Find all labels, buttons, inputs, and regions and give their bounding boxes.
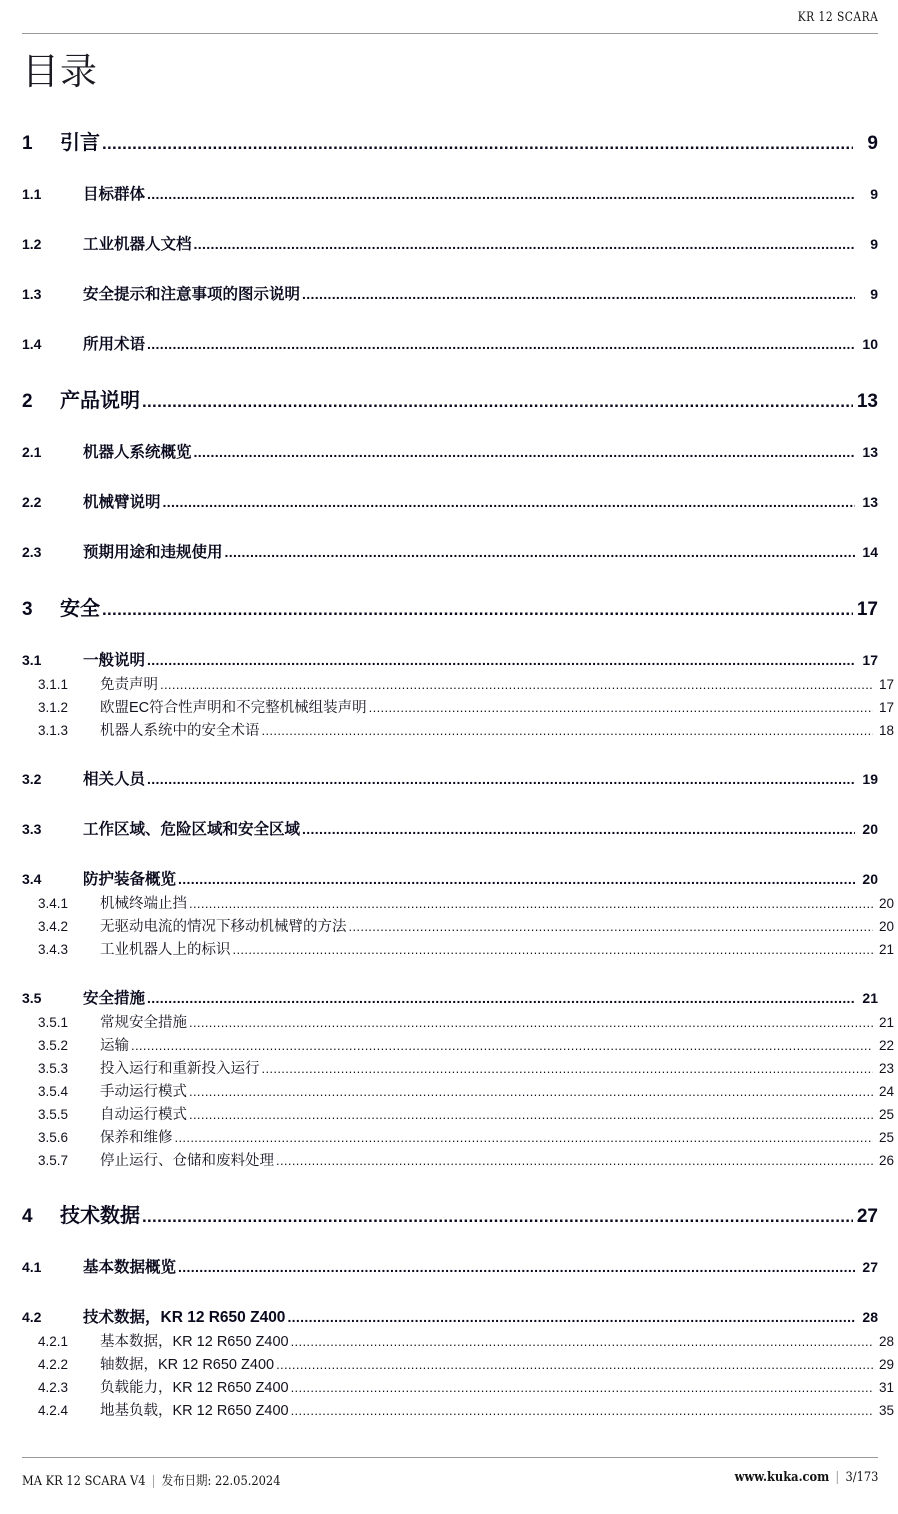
- toc-entry-page-number: 28: [878, 1334, 894, 1349]
- table-of-contents: [22, 132, 894, 1419]
- toc-dot-leader: [291, 1335, 873, 1350]
- toc-entry-label: 工作区域、危险区域和安全区域: [83, 821, 301, 838]
- toc-entry-number: 3.4.1: [38, 896, 69, 911]
- toc-entry-page-number: 35: [878, 1403, 894, 1418]
- toc-entry-level-3[interactable]: [22, 1153, 894, 1169]
- toc-entry-page-number: 13: [862, 444, 878, 460]
- footer-page-indicator: 3/173: [845, 1470, 878, 1485]
- toc-entry-level-3[interactable]: [22, 700, 894, 716]
- toc-entry-label: 机械臂说明: [83, 494, 161, 511]
- toc-entry-number: 1.3: [22, 286, 42, 302]
- toc-entry-label: 工业机器人上的标识: [100, 942, 231, 958]
- toc-entry-level-3[interactable]: [22, 1130, 894, 1146]
- toc-entry-level-2[interactable]: [22, 285, 878, 304]
- toc-entry-label: 欧盟EC符合性声明和不完整机械组装声明: [100, 700, 367, 716]
- toc-entry-label: 技术数据: [60, 1205, 140, 1227]
- footer-website[interactable]: www.kuka.com: [734, 1470, 829, 1485]
- toc-entry-page-number: 31: [878, 1380, 894, 1395]
- footer-separator-right: |: [835, 1470, 839, 1485]
- toc-entry-page-number: 13: [856, 391, 878, 412]
- toc-entry-label: 停止运行、仓储和废料处理: [100, 1153, 274, 1169]
- toc-entry-label: 预期用途和违规使用: [83, 544, 223, 561]
- toc-dot-leader: [147, 772, 855, 788]
- toc-entry-label: 手动运行模式: [100, 1084, 187, 1100]
- toc-entry-label: 自动运行模式: [100, 1107, 187, 1123]
- toc-dot-leader: [142, 393, 853, 413]
- toc-entry-number: 4.2: [22, 1309, 42, 1325]
- toc-entry-page-number: 14: [862, 544, 878, 560]
- toc-entry-level-3[interactable]: [22, 919, 894, 935]
- toc-entry-page-number: 27: [856, 1206, 878, 1227]
- toc-entry-number: 3.5.6: [38, 1130, 69, 1145]
- toc-entry-level-2[interactable]: [22, 493, 878, 512]
- toc-dot-leader: [349, 920, 874, 935]
- toc-entry-page-number: 10: [862, 336, 878, 352]
- toc-entry-page-number: 21: [878, 1015, 894, 1030]
- footer-release-date: 22.05.2024: [214, 1474, 281, 1489]
- toc-dot-leader: [189, 897, 873, 912]
- toc-entry-level-3[interactable]: [22, 1107, 894, 1123]
- toc-entry-page-number: 25: [878, 1130, 894, 1145]
- toc-dot-leader: [291, 1381, 873, 1396]
- toc-dot-leader: [189, 1016, 873, 1031]
- toc-entry-number: 1.2: [22, 236, 42, 252]
- toc-entry-label: 安全提示和注意事项的图示说明: [83, 286, 301, 303]
- toc-entry-level-1[interactable]: [22, 598, 878, 621]
- toc-entry-page-number: 20: [878, 896, 894, 911]
- toc-entry-page-number: 17: [878, 700, 894, 715]
- toc-entry-label: 机器人系统中的安全术语: [100, 723, 260, 739]
- footer-separator-left: |: [151, 1474, 156, 1489]
- toc-entry-number: 3.5.5: [38, 1107, 69, 1122]
- toc-dot-leader: [276, 1154, 873, 1169]
- toc-entry-page-number: 21: [878, 942, 894, 957]
- toc-entry-level-3[interactable]: [22, 723, 894, 739]
- toc-dot-leader: [147, 337, 855, 353]
- toc-entry-number: 3.4.3: [38, 942, 69, 957]
- toc-entry-level-3[interactable]: [22, 1061, 894, 1077]
- toc-entry-level-3[interactable]: [22, 1334, 894, 1350]
- toc-dot-leader: [194, 445, 855, 461]
- toc-entry-page-number: 26: [878, 1153, 894, 1168]
- page-footer: [22, 1470, 878, 1492]
- toc-entry-page-number: 19: [862, 771, 878, 787]
- toc-entry-number: 3.5.7: [38, 1153, 69, 1168]
- toc-entry-level-2[interactable]: [22, 651, 878, 670]
- toc-dot-leader: [189, 1085, 873, 1100]
- toc-dot-leader: [194, 237, 855, 253]
- toc-entry-number: 2.3: [22, 544, 42, 560]
- toc-entry-page-number: 22: [878, 1038, 894, 1053]
- toc-dot-leader: [225, 545, 855, 561]
- toc-dot-leader: [287, 1310, 855, 1326]
- toc-entry-label: 基本数据概览: [83, 1259, 177, 1276]
- toc-entry-level-3[interactable]: [22, 942, 894, 958]
- toc-entry-level-3[interactable]: [22, 1357, 894, 1373]
- toc-entry-number: 3.3: [22, 821, 42, 837]
- toc-entry-number: 2: [22, 391, 33, 412]
- toc-dot-leader: [131, 1039, 873, 1054]
- toc-entry-page-number: 9: [870, 286, 878, 302]
- toc-dot-leader: [233, 943, 874, 958]
- toc-entry-number: 4.1: [22, 1259, 42, 1275]
- toc-entry-number: 4.2.2: [38, 1357, 69, 1372]
- toc-entry-page-number: 21: [862, 990, 878, 1006]
- toc-entry-number: 3.5.1: [38, 1015, 69, 1030]
- toc-entry-number: 3.5.2: [38, 1038, 69, 1053]
- toc-entry-number: 3.5: [22, 990, 42, 1006]
- toc-entry-number: 3.1.1: [38, 677, 69, 692]
- toc-entry-number: 2.2: [22, 494, 42, 510]
- footer-release-label: 发布日期:: [161, 1474, 212, 1489]
- toc-entry-number: 3: [22, 599, 33, 620]
- toc-entry-number: 3.1.2: [38, 700, 69, 715]
- toc-entry-level-2[interactable]: [22, 1308, 878, 1327]
- footer-doc-id: MA KR 12 SCARA V4: [22, 1474, 146, 1489]
- page-title: 目录: [22, 52, 98, 93]
- toc-entry-page-number: 9: [870, 186, 878, 202]
- toc-entry-number: 4.2.3: [38, 1380, 69, 1395]
- toc-entry-label: 机器人系统概览: [83, 444, 192, 461]
- toc-entry-level-1[interactable]: [22, 132, 878, 155]
- toc-entry-label: 地基负载，KR 12 R650 Z400: [100, 1403, 289, 1419]
- footer-left-group: [22, 1470, 280, 1489]
- toc-entry-label: 防护装备概览: [83, 871, 177, 888]
- toc-entry-page-number: 18: [878, 723, 894, 738]
- toc-dot-leader: [147, 653, 855, 669]
- toc-entry-page-number: 29: [878, 1357, 894, 1372]
- toc-entry-number: 4: [22, 1206, 33, 1227]
- toc-entry-page-number: 28: [862, 1309, 878, 1325]
- toc-entry-label: 常规安全措施: [100, 1015, 187, 1031]
- toc-dot-leader: [147, 991, 855, 1007]
- toc-entry-level-3[interactable]: [22, 1015, 894, 1031]
- toc-entry-number: 2.1: [22, 444, 42, 460]
- toc-dot-leader: [142, 1208, 853, 1228]
- toc-entry-page-number: 17: [862, 652, 878, 668]
- toc-entry-label: 安全: [60, 598, 100, 620]
- toc-entry-number: 1: [22, 133, 33, 154]
- toc-dot-leader: [102, 135, 853, 155]
- toc-entry-number: 3.1: [22, 652, 42, 668]
- toc-dot-leader: [102, 601, 853, 621]
- toc-entry-level-1[interactable]: [22, 1205, 878, 1228]
- toc-entry-level-2[interactable]: [22, 543, 878, 562]
- toc-entry-level-2[interactable]: [22, 1258, 878, 1277]
- toc-entry-number: 4.2.4: [38, 1403, 69, 1418]
- toc-entry-level-3[interactable]: [22, 677, 894, 693]
- toc-entry-level-2[interactable]: [22, 770, 878, 789]
- toc-dot-leader: [189, 1108, 873, 1123]
- toc-entry-label: 无驱动电流的情况下移动机械臂的方法: [100, 919, 347, 935]
- toc-entry-level-1[interactable]: [22, 390, 878, 413]
- toc-dot-leader: [276, 1358, 873, 1373]
- toc-entry-label: 产品说明: [60, 390, 140, 412]
- toc-entry-level-2[interactable]: [22, 185, 878, 204]
- toc-entry-label: 所用术语: [83, 336, 146, 353]
- toc-entry-level-3[interactable]: [22, 1038, 894, 1054]
- toc-entry-page-number: 20: [862, 821, 878, 837]
- toc-dot-leader: [302, 287, 855, 303]
- toc-entry-page-number: 17: [878, 677, 894, 692]
- toc-entry-page-number: 24: [878, 1084, 894, 1099]
- toc-entry-number: 1.4: [22, 336, 42, 352]
- toc-entry-level-2[interactable]: [22, 820, 878, 839]
- toc-dot-leader: [262, 1062, 874, 1077]
- toc-entry-number: 3.4: [22, 871, 42, 887]
- toc-dot-leader: [262, 724, 874, 739]
- toc-entry-label: 运输: [100, 1038, 129, 1054]
- toc-entry-label: 目标群体: [83, 186, 146, 203]
- toc-entry-label: 技术数据，KR 12 R650 Z400: [83, 1309, 286, 1326]
- toc-dot-leader: [163, 495, 855, 511]
- toc-entry-level-2[interactable]: [22, 235, 878, 254]
- toc-entry-label: 基本数据，KR 12 R650 Z400: [100, 1334, 289, 1350]
- toc-entry-label: 一般说明: [83, 652, 146, 669]
- toc-entry-label: 免责声明: [100, 677, 158, 693]
- running-title: KR 12 SCARA: [797, 10, 878, 25]
- toc-entry-label: 保养和维修: [100, 1130, 173, 1146]
- toc-entry-page-number: 23: [878, 1061, 894, 1076]
- toc-dot-leader: [147, 187, 855, 203]
- header-divider: [22, 33, 878, 34]
- toc-entry-number: 3.1.3: [38, 723, 69, 738]
- footer-divider: [22, 1457, 878, 1458]
- toc-entry-page-number: 25: [878, 1107, 894, 1122]
- toc-entry-label: 引言: [60, 132, 100, 154]
- toc-entry-page-number: 17: [856, 599, 878, 620]
- toc-entry-number: 3.4.2: [38, 919, 69, 934]
- toc-entry-level-2[interactable]: [22, 870, 878, 889]
- toc-dot-leader: [178, 872, 855, 888]
- toc-entry-level-2[interactable]: [22, 989, 878, 1008]
- toc-entry-label: 负载能力，KR 12 R650 Z400: [100, 1380, 289, 1396]
- footer-right-group: [734, 1470, 878, 1485]
- toc-entry-label: 投入运行和重新投入运行: [100, 1061, 260, 1077]
- toc-entry-page-number: 9: [870, 236, 878, 252]
- toc-dot-leader: [291, 1404, 873, 1419]
- page-header: [22, 10, 878, 34]
- toc-entry-number: 4.2.1: [38, 1334, 69, 1349]
- toc-entry-number: 3.2: [22, 771, 42, 787]
- toc-entry-label: 安全措施: [83, 990, 146, 1007]
- toc-entry-level-2[interactable]: [22, 335, 878, 354]
- toc-entry-level-3[interactable]: [22, 1403, 894, 1419]
- toc-dot-leader: [369, 701, 873, 716]
- toc-entry-page-number: 27: [862, 1259, 878, 1275]
- toc-entry-level-3[interactable]: [22, 896, 894, 912]
- toc-entry-number: 3.5.4: [38, 1084, 69, 1099]
- toc-entry-page-number: 20: [878, 919, 894, 934]
- toc-entry-label: 工业机器人文档: [83, 236, 192, 253]
- toc-entry-number: 1.1: [22, 186, 42, 202]
- toc-entry-label: 相关人员: [83, 771, 146, 788]
- toc-dot-leader: [178, 1260, 855, 1276]
- toc-entry-page-number: 9: [867, 133, 878, 154]
- toc-entry-page-number: 13: [862, 494, 878, 510]
- toc-entry-label: 机械终端止挡: [100, 896, 187, 912]
- toc-dot-leader: [160, 678, 873, 693]
- toc-entry-level-3[interactable]: [22, 1380, 894, 1396]
- toc-entry-level-3[interactable]: [22, 1084, 894, 1100]
- toc-entry-page-number: 20: [862, 871, 878, 887]
- toc-dot-leader: [302, 822, 855, 838]
- toc-entry-number: 3.5.3: [38, 1061, 69, 1076]
- toc-dot-leader: [175, 1131, 874, 1146]
- toc-entry-level-2[interactable]: [22, 443, 878, 462]
- toc-entry-label: 轴数据，KR 12 R650 Z400: [100, 1357, 275, 1373]
